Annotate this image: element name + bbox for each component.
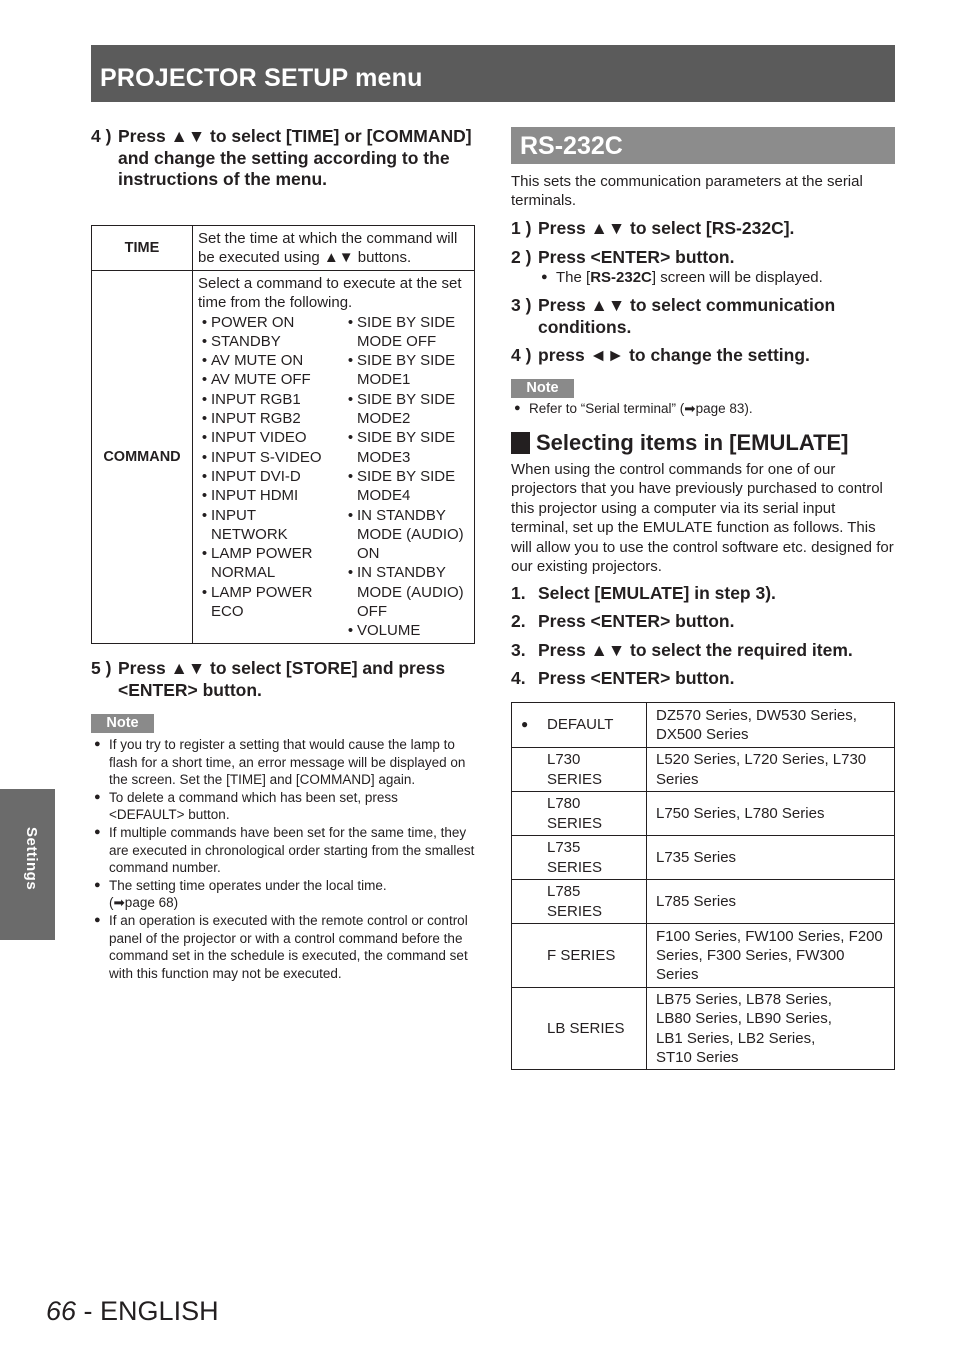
side-tab-label: Settings — [23, 827, 40, 891]
command-cell — [193, 271, 475, 644]
step-text: Press ▲▼ to select [RS-232C]. — [538, 218, 795, 238]
step-number: 4 ) — [91, 126, 112, 146]
list-item — [198, 370, 344, 389]
bullet-icon: • — [201, 390, 208, 408]
list-item — [344, 351, 470, 390]
step-number: 3. — [511, 640, 526, 660]
bullet-icon: • — [347, 313, 354, 331]
emulate-item-cell — [512, 880, 647, 924]
step-number: 1 ) — [511, 218, 532, 238]
bullet-icon: • — [201, 429, 208, 447]
table-row-command — [92, 271, 475, 644]
bullet-icon: ● — [514, 402, 521, 414]
list-item-text: IN STANDBY MODE (AUDIO) OFF — [357, 564, 464, 621]
list-item — [344, 467, 470, 506]
list-item-text: INPUT HDMI — [211, 487, 299, 505]
list-item — [344, 621, 470, 640]
command-list-1 — [198, 313, 344, 641]
sub-note-bold: RS-232C — [590, 269, 652, 286]
note-text: To delete a command which has been set, press <DEFAULT> button. — [109, 789, 398, 823]
emulate-step-3 — [511, 640, 895, 662]
list-item — [344, 390, 470, 429]
step-text: Press ▲▼ to select the required item. — [538, 640, 853, 660]
list-item — [344, 506, 470, 564]
emulate-step-4 — [511, 668, 895, 690]
table-row — [512, 703, 895, 748]
bullet-icon: • — [201, 332, 208, 350]
emulate-intro: When using the control commands for one of our projectors that you have previously purchased to control this projector using a computer via its serial input terminal, set up the EMULATE function as follows. This will allow you to use the control software etc. designed for our existing projectors. — [511, 461, 894, 576]
rs232c-step-2 — [511, 247, 895, 269]
rs232c-step-4 — [511, 345, 895, 367]
note-text: If you try to register a setting that would cause the lamp to flash for a short time, an error message will be displayed on the screen. Set the [TIME] and [COMMAND] again. — [109, 737, 466, 788]
step-text: Press <ENTER> button. — [538, 668, 735, 688]
table-row — [512, 836, 895, 880]
time-description: Set the time at which the command will be executed using ▲▼ buttons. — [193, 226, 475, 271]
bullet-icon: • — [201, 467, 208, 485]
list-item — [198, 409, 344, 428]
list-item-text: POWER ON — [211, 313, 295, 331]
list-item — [198, 583, 344, 622]
step-text: Press ▲▼ to select [TIME] or [COMMAND] and change the setting according to the instructions of the menu. — [118, 126, 472, 189]
rs232c-intro: This sets the communication parameters at the serial terminals. — [511, 173, 863, 210]
bullet-icon: ● — [94, 878, 101, 891]
table-row-time — [92, 226, 475, 271]
step-number: 2. — [511, 611, 526, 631]
emulate-heading-text: Selecting items in [EMULATE] — [536, 430, 849, 455]
list-item-text: SIDE BY SIDE MODE3 — [357, 429, 456, 466]
emulate-series: F100 Series, FW100 Series, F200 Series, F300 Series, FW300 Series — [647, 924, 895, 988]
list-item-text: IN STANDBY MODE (AUDIO) ON — [357, 506, 464, 563]
list-item-text: VOLUME — [357, 622, 421, 640]
list-item-text: SIDE BY SIDE MODE4 — [357, 467, 456, 505]
emulate-item: L735 SERIES — [547, 839, 603, 876]
step-4-left — [91, 126, 475, 191]
bullet-icon: • — [347, 622, 354, 640]
list-item — [198, 332, 344, 351]
list-item — [198, 544, 344, 583]
emulate-item: DEFAULT — [547, 716, 614, 734]
emulate-item-cell — [512, 748, 647, 792]
list-item-text: SIDE BY SIDE MODE1 — [357, 352, 456, 389]
sub-note-text — [556, 269, 823, 286]
heading-square-icon — [511, 432, 530, 454]
step-text: Select [EMULATE] in step 3). — [538, 583, 776, 603]
emulate-series: L520 Series, L720 Series, L730 Series — [647, 748, 895, 792]
bullet-icon: • — [347, 429, 354, 447]
notes-list-right — [511, 400, 895, 418]
schedule-command-table — [91, 225, 475, 644]
emulate-item-cell — [512, 703, 647, 748]
selected-bullet-icon: ● — [521, 717, 529, 732]
step-text: Press <ENTER> button. — [538, 247, 735, 267]
list-item — [198, 313, 344, 332]
section-bar-rs232c — [511, 127, 895, 164]
table-header-command: COMMAND — [92, 271, 193, 644]
bullet-icon: • — [201, 352, 208, 370]
list-item-text: SIDE BY SIDE MODE OFF — [357, 313, 456, 350]
list-item — [198, 467, 344, 486]
list-item — [198, 390, 344, 409]
emulate-series: L785 Series — [647, 880, 895, 924]
emulate-item: L785 SERIES — [547, 883, 603, 920]
step-5-left — [91, 658, 475, 701]
emulate-item-cell — [512, 988, 647, 1070]
rs232c-step-1 — [511, 218, 895, 240]
list-item — [511, 400, 895, 418]
note-label-right: Note — [511, 379, 574, 398]
side-tab-settings — [0, 789, 55, 940]
step-number: 3 ) — [511, 295, 532, 315]
emulate-item: F SERIES — [547, 946, 616, 964]
list-item-text: INPUT S-VIDEO — [211, 448, 322, 466]
emulate-heading — [511, 430, 849, 456]
emulate-series: L735 Series — [647, 836, 895, 880]
bullet-icon: • — [347, 352, 354, 370]
step-number: 2 ) — [511, 247, 532, 267]
emulate-step-1 — [511, 583, 895, 605]
bullet-icon: • — [347, 506, 354, 524]
command-description: Select a command to execute at the set time from the following. — [198, 275, 462, 312]
bullet-icon: • — [347, 467, 354, 485]
bullet-icon: • — [201, 583, 208, 601]
step-text: Press <ENTER> button. — [538, 611, 735, 631]
step-number: 4. — [511, 668, 526, 688]
sub-note-pre: The [ — [556, 269, 591, 286]
emulate-series: L750 Series, L780 Series — [647, 792, 895, 836]
emulate-series: LB75 Series, LB78 Series, LB80 Series, LB90 Series, LB1 Series, LB2 Series, ST10 Series — [647, 988, 895, 1070]
list-item-text: LAMP POWER ECO — [211, 583, 313, 621]
bullet-icon: • — [201, 545, 208, 563]
note-text: If an operation is executed with the remote control or control panel of the projector or with a control command before the command set in the schedule is executed, the command set with this function may not be executed. — [109, 912, 468, 981]
bullet-icon: ● — [94, 738, 101, 750]
list-item-text: INPUT RGB1 — [211, 390, 301, 408]
step-number: 5 ) — [91, 658, 112, 678]
section-title: RS-232C — [520, 132, 623, 160]
page-number: 66 — [46, 1296, 77, 1326]
emulate-item: L730 SERIES — [547, 751, 603, 788]
bullet-icon: • — [201, 487, 208, 505]
step-text: press ◄► to change the setting. — [538, 345, 810, 365]
emulate-item-cell — [512, 924, 647, 988]
step-2-sub-note — [541, 269, 823, 286]
bullet-icon: • — [201, 371, 208, 389]
list-item-text: INPUT RGB2 — [211, 410, 301, 428]
table-row — [512, 988, 895, 1070]
table-row — [512, 924, 895, 988]
list-item — [198, 428, 344, 447]
page-footer — [46, 1296, 219, 1327]
note-text: The setting time operates under the local time. (➡page 68) — [109, 877, 387, 911]
table-row — [512, 792, 895, 836]
list-item — [344, 563, 470, 621]
table-row — [512, 880, 895, 924]
list-item-text: INPUT VIDEO — [211, 429, 307, 447]
list-item — [91, 736, 475, 789]
bullet-icon: ● — [94, 790, 101, 803]
table-row — [512, 748, 895, 792]
list-item — [198, 486, 344, 505]
emulate-table — [511, 702, 895, 1070]
emulate-item: L780 SERIES — [547, 795, 603, 832]
list-item-text: STANDBY — [211, 332, 281, 350]
rs232c-step-3 — [511, 295, 895, 338]
bullet-icon: ● — [541, 271, 548, 283]
bullet-icon: • — [201, 448, 208, 466]
bullet-icon: • — [201, 313, 208, 331]
bullet-icon: • — [347, 390, 354, 408]
emulate-item-cell — [512, 836, 647, 880]
emulate-item-cell — [512, 792, 647, 836]
bullet-icon: • — [201, 506, 208, 524]
bullet-icon: ● — [94, 825, 101, 838]
note-label-left: Note — [91, 714, 154, 733]
emulate-item: LB SERIES — [547, 1019, 625, 1037]
list-item — [344, 313, 470, 352]
page-title: PROJECTOR SETUP menu — [100, 64, 423, 92]
emulate-step-2 — [511, 611, 895, 633]
step-text: Press ▲▼ to select [STORE] and press <ENTER> button. — [118, 658, 446, 700]
list-item — [91, 912, 475, 982]
list-item — [198, 448, 344, 467]
notes-list-left — [91, 736, 475, 982]
list-item-text: SIDE BY SIDE MODE2 — [357, 390, 456, 428]
step-number: 4 ) — [511, 345, 532, 365]
list-item — [198, 506, 344, 545]
command-list-2 — [344, 313, 470, 641]
bullet-icon: • — [347, 564, 354, 582]
list-item-text: INPUT DVI-D — [211, 467, 301, 485]
list-item — [91, 789, 475, 824]
sub-note-post: ] screen will be displayed. — [651, 269, 823, 286]
step-number: 1. — [511, 583, 526, 603]
list-item — [91, 824, 475, 877]
command-lists — [198, 313, 470, 641]
list-item — [198, 351, 344, 370]
emulate-series: DZ570 Series, DW530 Series, DX500 Series — [647, 703, 895, 748]
list-item-text: AV MUTE OFF — [211, 371, 311, 389]
list-item-text: AV MUTE ON — [211, 352, 304, 370]
note-text: Refer to “Serial terminal” (➡page 83). — [529, 401, 753, 416]
bullet-icon: ● — [94, 913, 101, 926]
list-item-text: LAMP POWER NORMAL — [211, 545, 313, 582]
list-item-text: INPUT NETWORK — [211, 506, 288, 543]
note-text: If multiple commands have been set for the same time, they are executed in chronological order starting from the smallest command number. — [109, 824, 475, 876]
list-item — [91, 877, 475, 912]
footer-language: - ENGLISH — [76, 1296, 219, 1326]
header-bar — [91, 45, 895, 102]
table-header-time: TIME — [92, 226, 193, 271]
step-text: Press ▲▼ to select communication conditions. — [538, 295, 836, 337]
list-item — [344, 428, 470, 467]
bullet-icon: • — [201, 410, 208, 428]
